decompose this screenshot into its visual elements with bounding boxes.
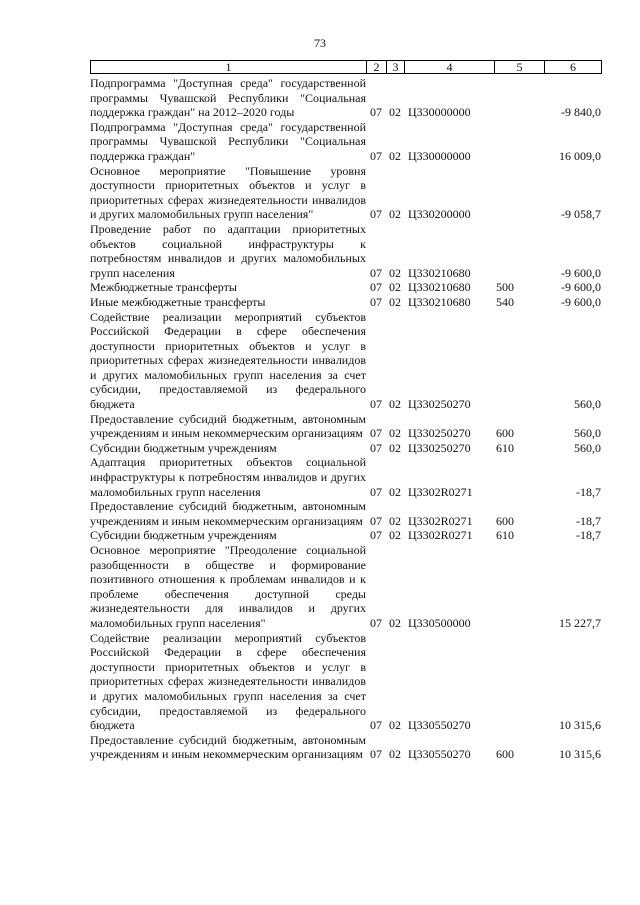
row-name: Основное мероприятие "Преодоление социальной разобщенности в обществе и формирование позитивного отношения к проблемам инвалидов и к проблеме обеспечения доступной среды жизнедеятельности для инвалидов и других маломобильных групп населения"	[90, 543, 366, 630]
column-header-2: 2	[367, 61, 387, 74]
table-row	[90, 631, 601, 733]
row-amount: -9 058,7	[561, 207, 601, 222]
table-row	[90, 280, 601, 295]
row-name: Предоставление субсидий бюджетным, автономным учреждениям и иным некоммерческим организациям	[90, 732, 366, 762]
row-subsection: 02	[389, 747, 401, 762]
column-header-5: 5	[495, 61, 545, 74]
row-subsection: 02	[389, 484, 401, 499]
row-name: Субсидии бюджетным учреждениям	[90, 440, 277, 455]
row-expense-type: 600	[496, 513, 514, 528]
table-row	[90, 455, 601, 499]
row-subsection: 02	[389, 615, 401, 630]
row-section: 07	[370, 207, 382, 222]
row-target-code: Ц330550270	[408, 718, 471, 733]
row-target-code: Ц330210680	[408, 265, 471, 280]
row-subsection: 02	[389, 148, 401, 163]
row-name: Адаптация приоритетных объектов социальной инфраструктуры к потребностям инвалидов и других маломобильных групп населения	[90, 455, 366, 499]
table-row	[90, 499, 601, 528]
budget-table-body	[90, 76, 601, 762]
row-section: 07	[370, 294, 382, 309]
row-section: 07	[370, 426, 382, 441]
row-amount: -9 600,0	[561, 280, 601, 295]
row-expense-type: 600	[496, 426, 514, 441]
row-amount: 16 009,0	[559, 148, 601, 163]
row-target-code: Ц3302R0271	[408, 513, 473, 528]
row-section: 07	[370, 718, 382, 733]
row-target-code: Ц330000000	[408, 105, 471, 120]
row-section: 07	[370, 148, 382, 163]
row-subsection: 02	[389, 265, 401, 280]
table-row	[90, 222, 601, 280]
table-row	[90, 733, 601, 762]
column-header-row	[91, 61, 602, 74]
row-target-code: Ц330250270	[408, 397, 471, 412]
row-name: Межбюджетные трансферты	[90, 280, 237, 295]
row-section: 07	[370, 440, 382, 455]
table-row	[90, 310, 601, 412]
row-amount: -9 600,0	[561, 265, 601, 280]
row-section: 07	[370, 528, 382, 543]
row-name: Содействие реализации мероприятий субъектов Российской Федерации в сфере обеспечения доступности приоритетных объектов и услуг в приоритетных сферах жизнедеятельности инвалидов и других маломобильных групп населения за счет субсидии, предоставляемой из федерального бюджета	[90, 630, 366, 733]
row-subsection: 02	[389, 207, 401, 222]
row-target-code: Ц330200000	[408, 207, 471, 222]
column-header-6: 6	[545, 61, 602, 74]
row-target-code: Ц330210680	[408, 294, 471, 309]
table-row	[90, 441, 601, 456]
table-row	[90, 412, 601, 441]
row-target-code: Ц3302R0271	[408, 528, 473, 543]
row-name: Подпрограмма "Доступная среда" государственной программы Чувашской Республики "Социальная поддержка граждан"	[90, 119, 366, 163]
row-subsection: 02	[389, 513, 401, 528]
row-target-code: Ц330250270	[408, 440, 471, 455]
row-amount: -9 600,0	[561, 294, 601, 309]
row-name: Иные межбюджетные трансферты	[90, 294, 266, 309]
row-target-code: Ц330550270	[408, 747, 471, 762]
row-target-code: Ц330250270	[408, 426, 471, 441]
row-section: 07	[370, 615, 382, 630]
page-number: 73	[314, 36, 326, 50]
row-section: 07	[370, 513, 382, 528]
row-section: 07	[370, 105, 382, 120]
row-amount: 10 315,6	[559, 718, 601, 733]
table-row	[90, 295, 601, 310]
column-header-4: 4	[405, 61, 495, 74]
row-amount: -18,7	[576, 528, 601, 543]
row-amount: 15 227,7	[559, 615, 601, 630]
row-amount: -18,7	[576, 484, 601, 499]
row-subsection: 02	[389, 528, 401, 543]
row-name: Основное мероприятие "Повышение уровня доступности приоритетных объектов и услуг в приоритетных сферах жизнедеятельности инвалидов и других маломобильных групп населения"	[90, 163, 366, 222]
column-header-table	[90, 60, 602, 74]
row-amount: 10 315,6	[559, 747, 601, 762]
row-target-code: Ц3302R0271	[408, 484, 473, 499]
row-target-code: Ц330210680	[408, 280, 471, 295]
row-name: Предоставление субсидий бюджетным, автономным учреждениям и иным некоммерческим организациям	[90, 411, 366, 441]
row-subsection: 02	[389, 718, 401, 733]
row-target-code: Ц330000000	[408, 148, 471, 163]
row-section: 07	[370, 484, 382, 499]
row-name: Подпрограмма "Доступная среда" государственной программы Чувашской Республики "Социальная поддержка граждан" на 2012–2020 годы	[90, 76, 366, 120]
row-amount: 560,0	[574, 426, 601, 441]
row-expense-type: 600	[496, 747, 514, 762]
table-row	[90, 164, 601, 222]
row-expense-type: 610	[496, 440, 514, 455]
row-section: 07	[370, 747, 382, 762]
row-subsection: 02	[389, 440, 401, 455]
row-section: 07	[370, 265, 382, 280]
column-header-1: 1	[91, 61, 367, 74]
row-amount: 560,0	[574, 397, 601, 412]
row-name: Субсидии бюджетным учреждениям	[90, 528, 277, 543]
row-name: Проведение работ по адаптации приоритетных объектов социальной инфраструктуры к потребностям инвалидов и других маломобильных групп населения	[90, 221, 366, 280]
row-expense-type: 500	[496, 280, 514, 295]
row-subsection: 02	[389, 397, 401, 412]
row-target-code: Ц330500000	[408, 615, 471, 630]
row-expense-type: 610	[496, 528, 514, 543]
row-subsection: 02	[389, 105, 401, 120]
table-row	[90, 120, 601, 164]
row-amount: -18,7	[576, 513, 601, 528]
table-row	[90, 76, 601, 120]
row-amount: 560,0	[574, 440, 601, 455]
row-subsection: 02	[389, 280, 401, 295]
column-header-3: 3	[387, 61, 405, 74]
row-amount: -9 840,0	[561, 105, 601, 120]
row-section: 07	[370, 280, 382, 295]
row-subsection: 02	[389, 294, 401, 309]
row-expense-type: 540	[496, 294, 514, 309]
row-name: Предоставление субсидий бюджетным, автономным учреждениям и иным некоммерческим организациям	[90, 499, 366, 528]
table-row	[90, 528, 601, 543]
row-subsection: 02	[389, 426, 401, 441]
row-section: 07	[370, 397, 382, 412]
row-name: Содействие реализации мероприятий субъектов Российской Федерации в сфере обеспечения доступности приоритетных объектов и услуг в приоритетных сферах жизнедеятельности инвалидов и других маломобильных групп населения за счет субсидии, предоставляемой из федерального бюджета	[90, 309, 366, 412]
table-row	[90, 543, 601, 631]
